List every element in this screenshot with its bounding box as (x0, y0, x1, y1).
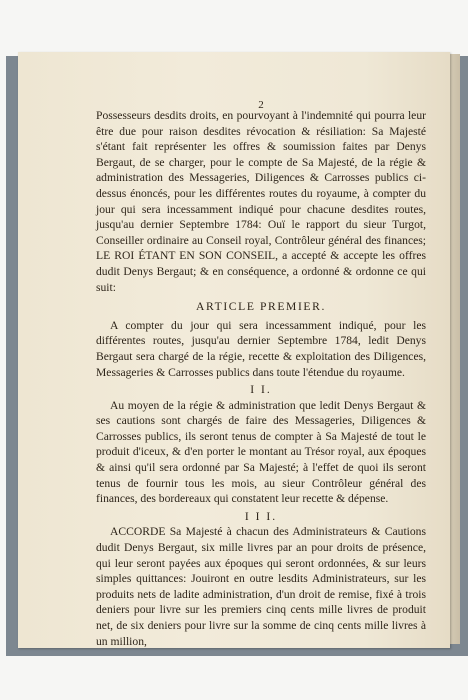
article-3-numeral: I I I. (244, 509, 278, 523)
article-2-text: Au moyen de la régie & administration que ledit Denys Bergaut & ses cautions sont chargés de faire des Messageries, Diligences & Carrosses publics, ils seront tenus de compter à Sa Majesté de tout le produit d'iceux, & d'en porter le montant au Trésor royal, aux époques & ainsi qu'il sera ordonné par Sa Majesté; à l'effet de quoi ils seront tenus de fournir tous les mois, au sieur Contrôleur général des finances, des bordereaux qui constatent leur recette & dépense. (96, 398, 426, 506)
article-1-text: A compter du jour qui sera incessamment indiqué, pour les différentes routes, jusqu'au dernier Septembre 1784, ledit Denys Bergaut sera chargé de la régie, recette & exploitation des Diligences, Messageries & Carrosses publics dans toute l'étendue du royaume. (96, 318, 426, 379)
page-content (96, 100, 426, 649)
page-number: 2 (258, 99, 264, 111)
article-2-numeral: I I. (250, 383, 272, 397)
preamble-paragraph: Possesseurs desdits droits, en pourvoyant à l'indemnité qui pourra leur être due pour raison desdites révocation & résiliation: Sa Majesté s'étant fait représenter les offres & soumission faites par Denys Bergaut, de se charger, pour le compte de Sa Majesté, de la régie & administration des Messageries, Diligences & Carrosses publics ci-dessus énoncés, pour les différentes routes du royaume, à compter du jour qui sera incessamment indiqué pour chacune desdites routes, jusqu'au dernier Septembre 1784: Ouï le rapport du sieur Turgot, Conseiller ordinaire au Conseil royal, Contrôleur général des finances; LE ROI ÉTANT EN SON CONSEIL, a accepté & accepte les offres dudit Denys Bergaut; & en conséquence, a ordonné & ordonne ce qui suit: (96, 109, 426, 294)
article-3-text: ACCORDE Sa Majesté à chacun des Administrateurs & Cautions dudit Denys Bergaut, six mille livres par an pour droits de présence, qui leur seront payées aux époques qui seront ordonnées, & sur leurs simples quittances: Jouiront en outre lesdits Administrateurs, sur les produits nets de ladite administration, d'un droit de remise, fixé à trois deniers pour livre sur les premiers cinq cents mille livres de produit net, de six deniers pour livre sur la somme de cinq cents mille livres à un million, (96, 525, 426, 648)
article-heading: ARTICLE PREMIER. (196, 300, 326, 314)
